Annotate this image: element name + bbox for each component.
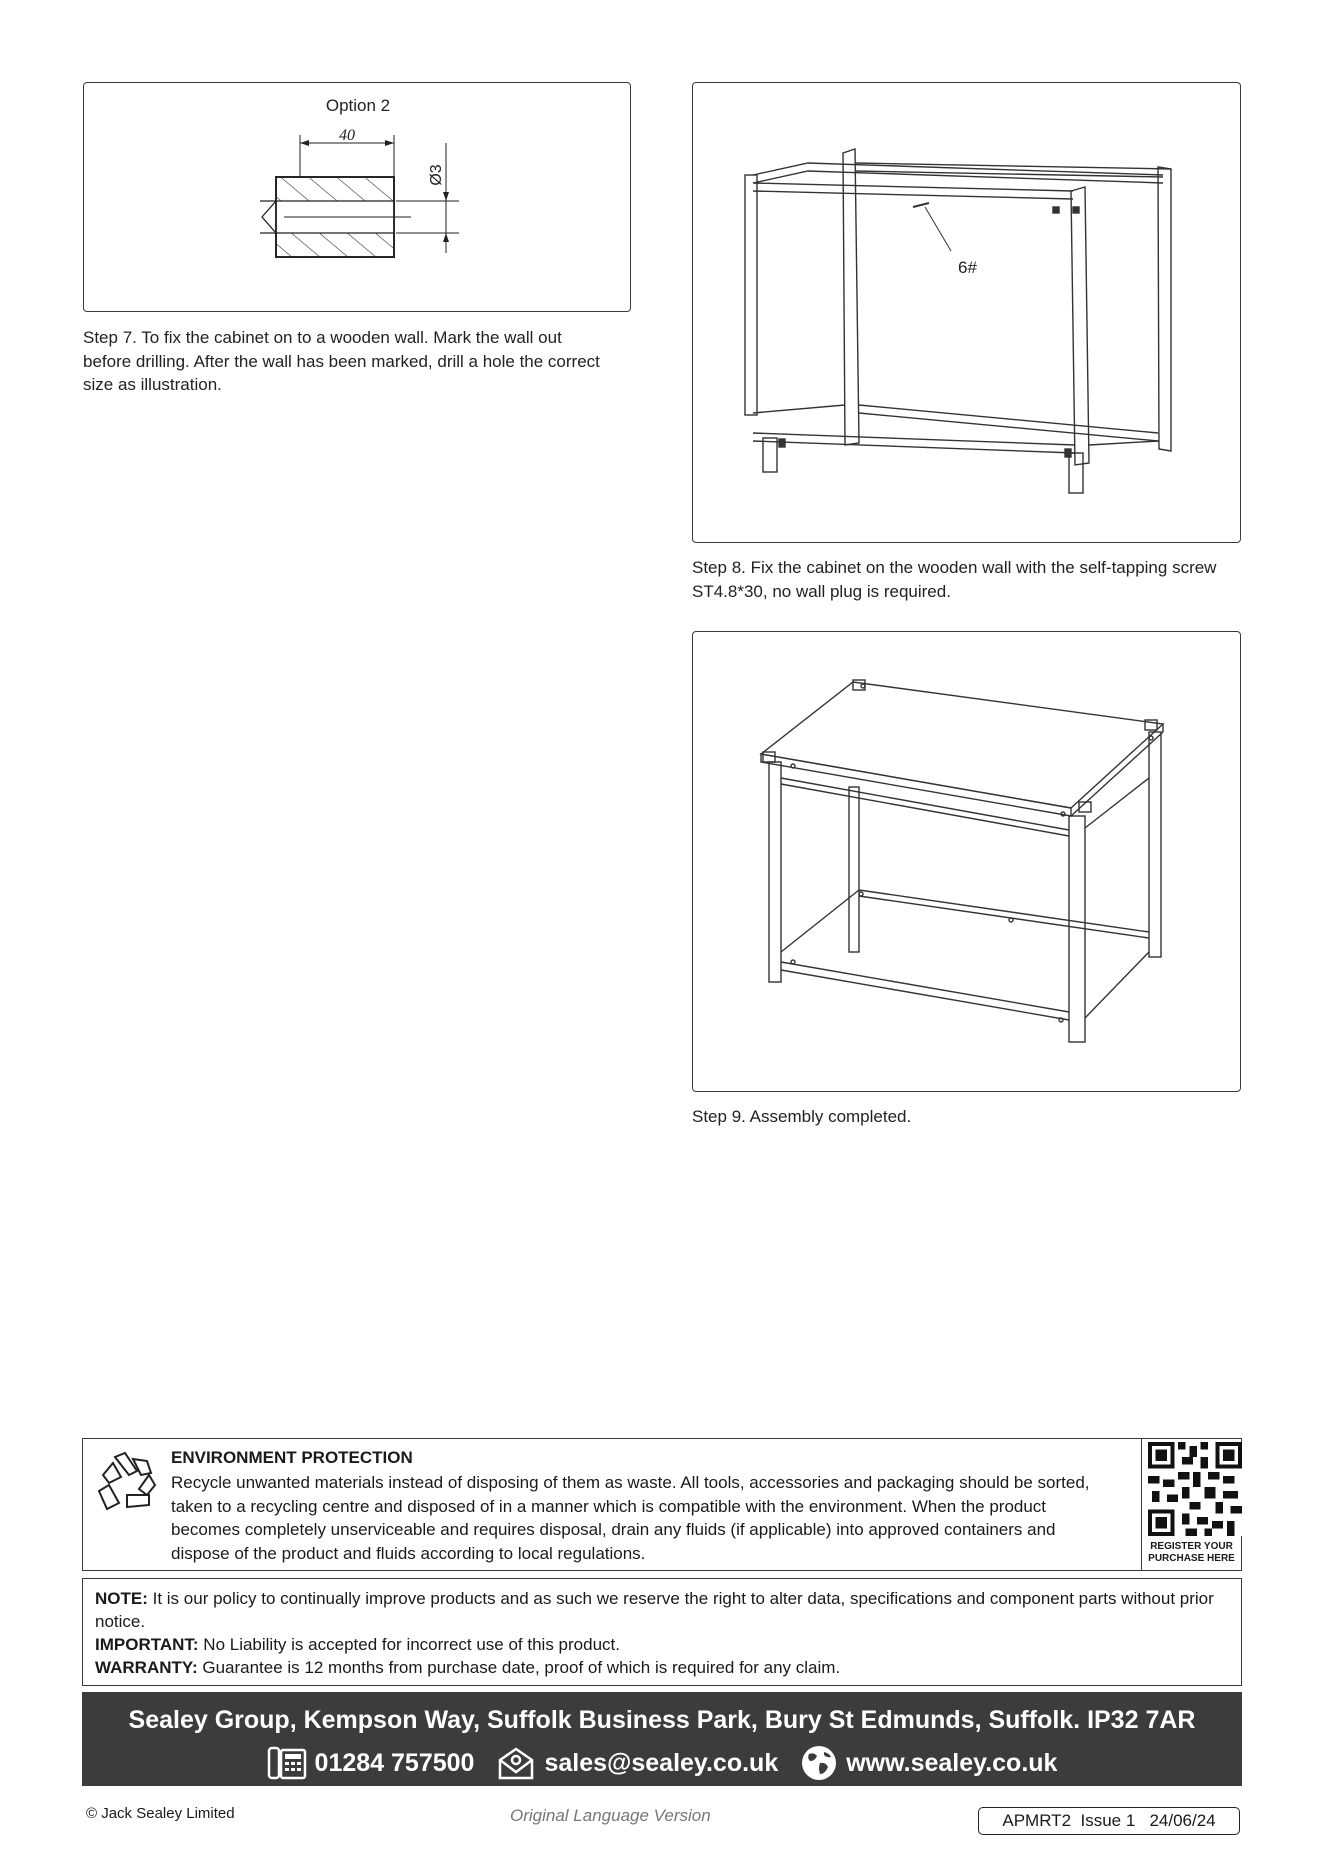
contact-row	[82, 1744, 1242, 1782]
qr-caption-line2: PURCHASE HERE	[1148, 1553, 1235, 1564]
company-address: Sealey Group, Kempson Way, Suffolk Business Park, Bury St Edmunds, Suffolk. IP32 7AR	[128, 1706, 1196, 1734]
qr-code-icon[interactable]	[1148, 1442, 1242, 1536]
globe-icon	[800, 1744, 838, 1782]
important-text: No Liability is accepted for incorrect use of this product.	[198, 1635, 620, 1654]
email-address: sales@sealey.co.uk	[544, 1748, 779, 1777]
screw-part-label: 6#	[958, 258, 977, 277]
cabinet-frame-drawing	[693, 83, 1242, 544]
step8-caption: Step 8. Fix the cabinet on the wooden wall with the self-tapping screw ST4.8*30, no wall plug is required.	[692, 558, 1217, 601]
warranty-line	[95, 1656, 1229, 1679]
important-line	[95, 1633, 1229, 1656]
email-icon	[496, 1746, 536, 1780]
warranty-text: Guarantee is 12 months from purchase date, proof of which is required for any claim.	[197, 1658, 841, 1677]
assembled-cabinet-drawing	[693, 632, 1242, 1093]
drill-hole-diagram	[84, 83, 632, 313]
company-footer	[82, 1692, 1242, 1786]
recycle-icon	[93, 1449, 159, 1515]
step9-caption: Step 9. Assembly completed.	[692, 1107, 912, 1126]
environment-heading: ENVIRONMENT PROTECTION	[171, 1448, 413, 1467]
phone-number: 01284 757500	[314, 1748, 475, 1777]
dimension-length-label: 40	[339, 127, 355, 144]
note-label: NOTE:	[95, 1589, 148, 1608]
note-line	[95, 1587, 1229, 1633]
warranty-label: WARRANTY:	[95, 1658, 198, 1677]
notes-panel	[82, 1578, 1242, 1686]
step7-caption: Step 7. To fix the cabinet on to a wooden wall. Mark the wall out before drilling. After the wall has been marked, drill a hole the correct size as illustration.	[83, 328, 600, 394]
qr-panel	[1142, 1438, 1242, 1571]
environment-protection-panel	[82, 1438, 1142, 1571]
qr-caption-line1: REGISTER YOUR	[1150, 1541, 1233, 1552]
website-contact[interactable]	[800, 1744, 1057, 1782]
note-text: It is our policy to continually improve products and as such we reserve the right to alter data, specifications and component parts without prior notice.	[95, 1589, 1214, 1631]
language-version: Original Language Version	[510, 1806, 711, 1825]
document-reference: APMRT2 Issue 1 24/06/24	[978, 1807, 1240, 1835]
important-label: IMPORTANT:	[95, 1635, 199, 1654]
option2-title: Option 2	[325, 96, 391, 115]
email-contact[interactable]	[496, 1746, 778, 1780]
environment-body: Recycle unwanted materials instead of disposing of them as waste. All tools, accessories and packaging should be sorted, taken to a recycling centre and disposed of in a manner which is compatible with the environment. When the product becomes completely unserviceable and requires disposal, drain any fluids (if applicable) into approved containers and dispose of the product and fluids according to local regulations.	[171, 1473, 1090, 1563]
step8-figure	[692, 82, 1241, 543]
phone-icon	[267, 1746, 307, 1780]
copyright-text: © Jack Sealey Limited	[86, 1805, 235, 1822]
step9-figure	[692, 631, 1241, 1092]
website-url: www.sealey.co.uk	[846, 1748, 1058, 1777]
phone-contact[interactable]	[267, 1746, 475, 1780]
dimension-diameter-label: Ø3	[428, 164, 445, 186]
option2-figure	[83, 82, 631, 312]
